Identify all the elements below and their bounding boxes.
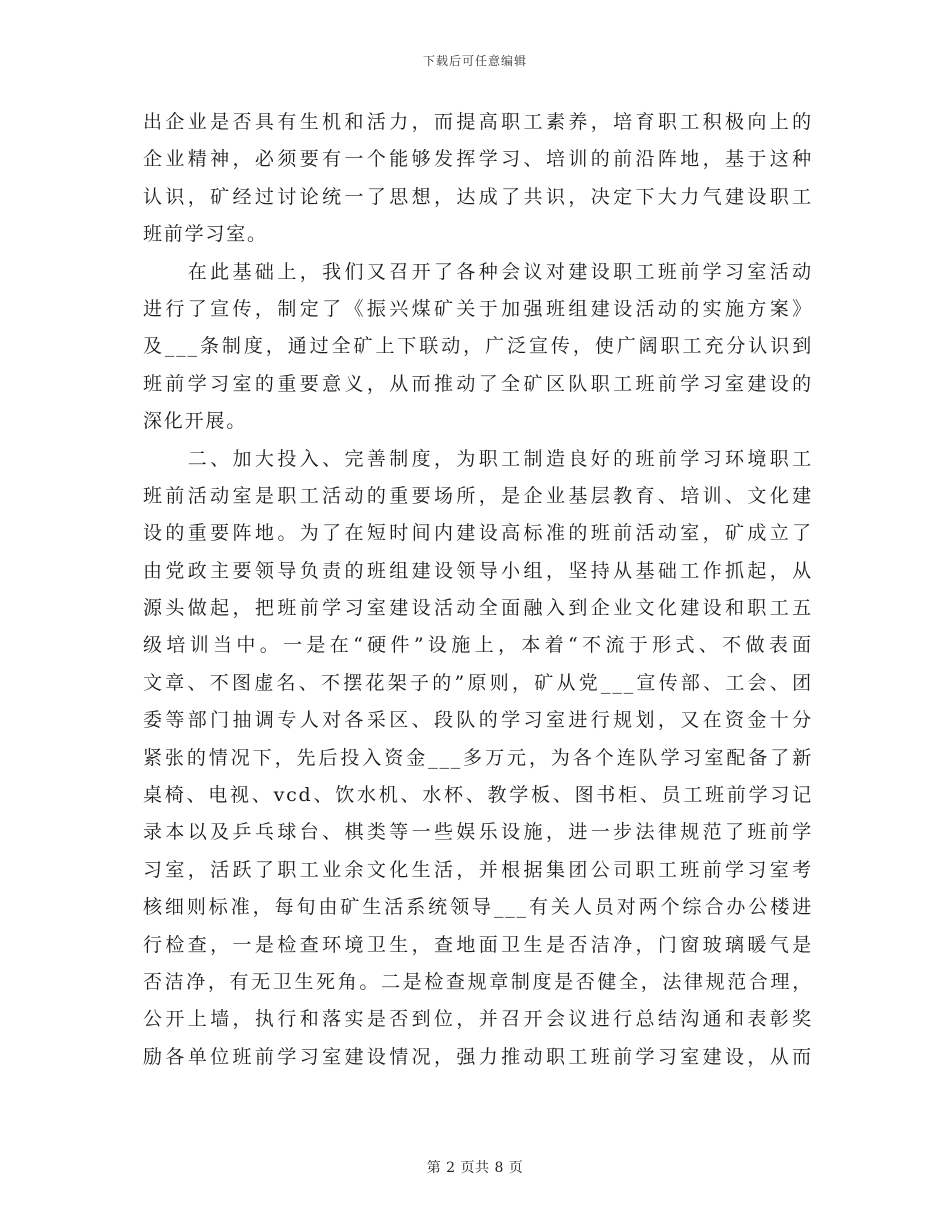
text-line: 核细则标准，每旬由矿生活系统领导___有关人员对两个综合办公楼进	[143, 896, 813, 919]
text-line: 源头做起，把班前学习室建设活动全面融入到企业文化建设和职工五	[143, 597, 813, 620]
text-line: 文章、不图虚名、不摆花架子的”原则，矿从党___宣传部、工会、团	[143, 671, 813, 694]
text-line: 进行了宣传，制定了《振兴煤矿关于加强班组建设活动的实施方案》	[143, 297, 813, 320]
text-line: 委等部门抽调专人对各采区、段队的学习室进行规划，又在资金十分	[143, 709, 813, 732]
text-line: 习室，活跃了职工业余文化生活，并根据集团公司职工班前学习室考	[143, 858, 813, 881]
text-line: 班前活动室是职工活动的重要场所，是企业基层教育、培训、文化建	[143, 484, 813, 507]
text-line: 录本以及乒乓球台、棋类等一些娱乐设施，进一步法律规范了班前学	[143, 821, 813, 844]
text-line: 二、加大投入、完善制度，为职工制造良好的班前学习环境职工	[143, 447, 813, 470]
text-line: 设的重要阵地。为了在短时间内建设高标准的班前活动室，矿成立了	[143, 522, 813, 545]
text-line: 班前学习室的重要意义，从而推动了全矿区队职工班前学习室建设的	[143, 372, 813, 395]
text-line: 认识，矿经过讨论统一了思想，达成了共识，决定下大力气建设职工	[143, 185, 813, 208]
text-line: 企业精神，必须要有一个能够发挥学习、培训的前沿阵地，基于这种	[143, 148, 813, 171]
page-header-note: 下载后可任意编辑	[422, 54, 527, 68]
text-line: 班前学习室。	[143, 223, 268, 246]
text-line: 公开上墙，执行和落实是否到位，并召开会议进行总结沟通和表彰奖	[143, 1008, 813, 1031]
text-line: 否洁净，有无卫生死角。二是检查规章制度是否健全，法律规范合理，	[143, 970, 813, 993]
text-line: 励各单位班前学习室建设情况，强力推动职工班前学习室建设，从而	[143, 1045, 813, 1068]
text-line: 及___条制度，通过全矿上下联动，广泛宣传，使广阔职工充分认识到	[143, 335, 813, 358]
text-line: 出企业是否具有生机和活力，而提高职工素养，培育职工积极向上的	[143, 111, 813, 133]
text-line: 深化开展。	[143, 410, 248, 433]
text-line: 由党政主要领导负责的班组建设领导小组，坚持从基础工作抓起，从	[143, 559, 813, 582]
text-line: 在此基础上，我们又召开了各种会议对建设职工班前学习室活动	[143, 260, 813, 283]
text-line: 级培训当中。一是在“硬件”设施上，本着“不流于形式、不做表面	[143, 634, 813, 657]
text-line: 桌椅、电视、vcd、饮水机、水杯、教学板、图书柜、员工班前学习记	[143, 784, 813, 807]
page-number: 第 2 页共 8 页	[426, 1160, 524, 1176]
text-line: 紧张的情况下，先后投入资金___多万元，为各个连队学习室配备了新	[143, 746, 813, 769]
text-line: 行检查，一是检查环境卫生，查地面卫生是否洁净，门窗玻璃暖气是	[143, 933, 813, 956]
document-body	[143, 104, 813, 1076]
